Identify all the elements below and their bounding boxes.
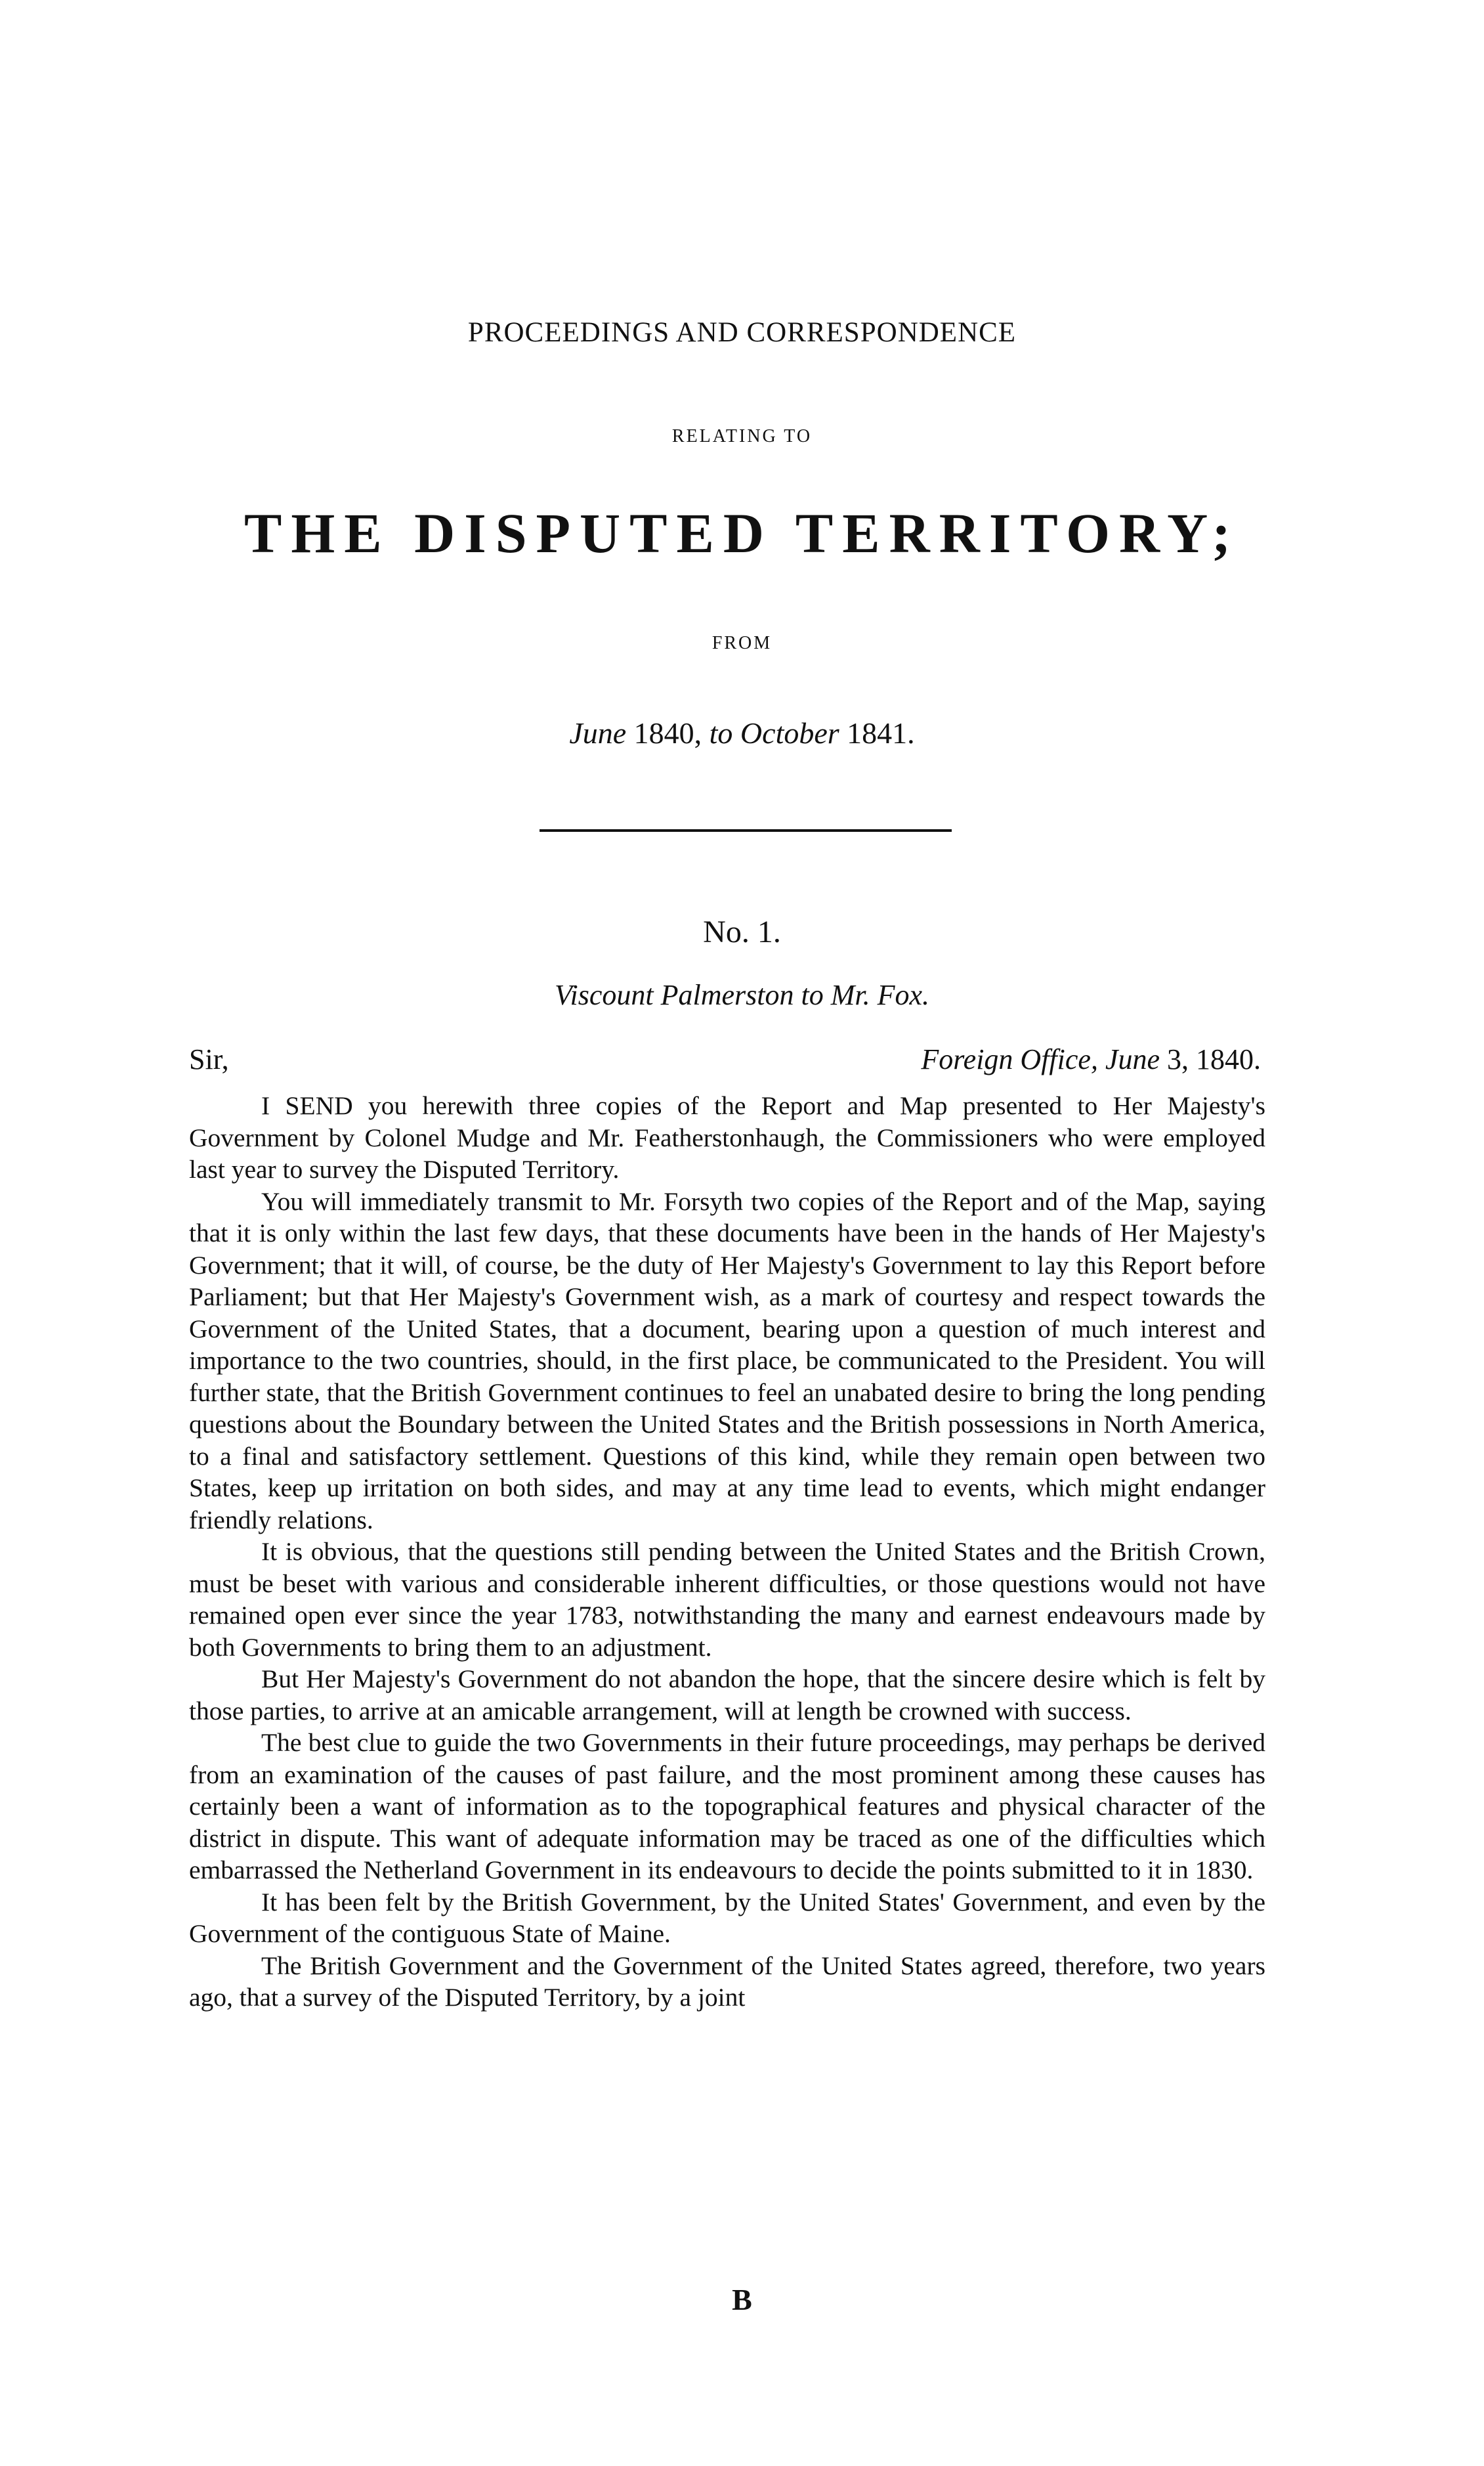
date-start-year: 1840, bbox=[626, 716, 710, 750]
paragraph: I SEND you herewith three copies of the Report and Map presented to Her Majesty's Government by Colonel Mudge and Mr. Featherstonhaugh, the Commissioners who were employed last year to survey the Disputed Territory. bbox=[189, 1091, 1265, 1184]
date-to-month: to October bbox=[709, 716, 839, 750]
letter-number: No. 1. bbox=[703, 915, 781, 949]
dateline-place: Foreign Office, June bbox=[921, 1043, 1160, 1075]
paragraph: The British Government and the Government of the United States agreed, therefore, two years ago, that a survey of the Disputed Territory, by a joint bbox=[189, 1951, 1265, 2012]
date-end-year: 1841. bbox=[839, 716, 915, 750]
divider-rule bbox=[540, 829, 952, 832]
relating-to-label: RELATING TO bbox=[671, 426, 813, 446]
dateline bbox=[921, 1043, 1261, 1076]
signature-mark: B bbox=[732, 2283, 752, 2316]
letter-heading: Viscount Palmerston to Mr. Fox. bbox=[554, 979, 930, 1011]
paragraph: The best clue to guide the two Governments in their future proceedings, may perhaps be derived from an examination of the causes of past failure, and the most prominent among these causes has certainly been a want of information as to the topographical features and physical character of the district in dispute. This want of adequate information may be traced as one of the difficulties which embarrassed the Netherland Government in its endeavours to decide the points submitted to it in 1830. bbox=[189, 1728, 1265, 1884]
paragraph: It has been felt by the British Government, by the United States' Government, and even by the Government of the contiguous State of Maine. bbox=[189, 1887, 1265, 1948]
paragraph: You will immediately transmit to Mr. Forsyth two copies of the Report and of the Map, saying that it is only within the last few days, that these documents have been in the hands of Her Majesty's Government; that it will, of course, be the duty of Her Majesty's Government to lay this Report before Parliament; but that Her Majesty's Government wish, as a mark of courtesy and respect towards the Government of the United States, that a document, bearing upon a question of much interest and importance to the two countries, should, in the first place, be communicated to the President. You will further state, that the British Government continues to feel an unabated desire to bring the long pending questions about the Boundary between the United States and the British possessions in North America, to a final and satisfactory settlement. Questions of this kind, while they remain open between two States, keep up irritation on both sides, and may at any time lead to events, which might endanger friendly relations. bbox=[189, 1186, 1265, 1534]
paragraph: It is obvious, that the questions still pending between the United States and the British Crown, must be beset with various and considerable inherent difficulties, or those questions would not have remained open ever since the year 1783, notwithstanding the many and earnest endeavours made by both Governments to bring them to an adjustment. bbox=[189, 1537, 1265, 1662]
main-title: PROCEEDINGS AND CORRESPONDENCE bbox=[467, 317, 1017, 348]
salutation: Sir, bbox=[189, 1043, 229, 1075]
paragraph: But Her Majesty's Government do not abandon the hope, that the sincere desire which is felt by those parties, to arrive at an amicable arrangement, will at length be crowned with success. bbox=[189, 1664, 1265, 1725]
subject-title: THE DISPUTED TERRITORY; bbox=[244, 502, 1240, 565]
from-label: FROM bbox=[711, 633, 773, 653]
date-start-month: June bbox=[569, 716, 627, 750]
date-range bbox=[0, 716, 1484, 750]
dateline-date: 3, 1840. bbox=[1160, 1043, 1261, 1075]
letter-body bbox=[189, 1090, 1265, 2014]
